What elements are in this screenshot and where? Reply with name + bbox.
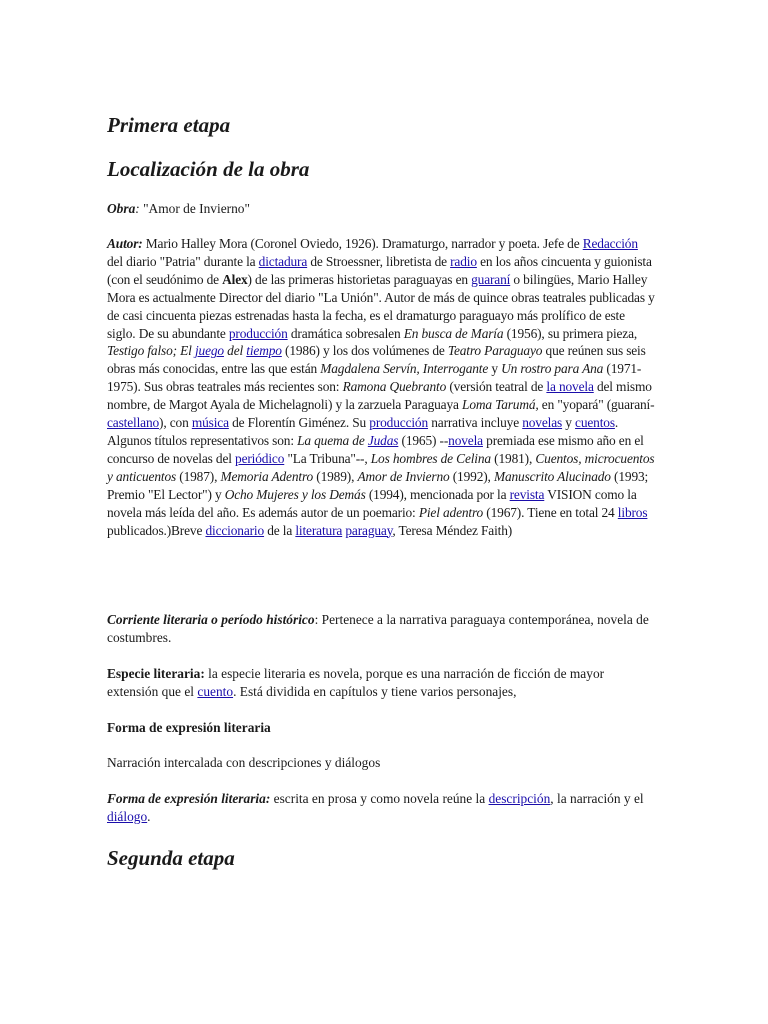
link-juego[interactable]: juego bbox=[194, 343, 224, 359]
link-libros[interactable]: libros bbox=[617, 504, 648, 520]
text: que reúnen sus seis obras más conocidas, entre las que están bbox=[107, 343, 646, 377]
corriente-paragraph bbox=[107, 611, 655, 647]
title-italic: Ramona Quebranto bbox=[342, 379, 447, 395]
heading-primera-etapa: Primera etapa bbox=[107, 113, 231, 137]
forma-heading bbox=[107, 719, 655, 737]
link-la-novela[interactable]: la novela bbox=[546, 379, 594, 395]
corriente-label: Corriente literaria o período histórico bbox=[107, 612, 315, 627]
text: : Pertenece a la narrativa paraguaya contemporánea, novela de costumbres. bbox=[107, 612, 649, 645]
text: (1981), bbox=[490, 450, 536, 466]
text: (versión teatral de bbox=[446, 379, 547, 395]
text: de Florentín Giménez. Su bbox=[228, 415, 370, 431]
title-italic: Un rostro para Ana bbox=[501, 361, 604, 377]
text: dramática sobresalen bbox=[287, 325, 404, 341]
text: (1967). Tiene en total 24 bbox=[483, 504, 618, 520]
link-literatura[interactable]: literatura bbox=[295, 522, 343, 538]
autor-paragraph bbox=[107, 235, 655, 539]
title-italic: Ocho Mujeres y los Demás bbox=[224, 486, 366, 502]
text: publicados.)Breve bbox=[107, 522, 206, 538]
text: Mario Halley Mora (Coronel Oviedo, 1926). Dramaturgo, narrador y poeta. Jefe de bbox=[142, 236, 583, 251]
text: o bilingües, Mario Halley Mora es actualmente Director del diario "La Unión". Autor de más de quince obras teatrales publicadas y de casi cincuenta piezas estrenadas hasta la fecha, es el dramaturgo paraguayo más prolífico de este siglo. De su abundante bbox=[107, 271, 655, 341]
text: del diario "Patria" durante la bbox=[107, 253, 259, 269]
text: en los años cincuenta y guionista (con el seudónimo de bbox=[107, 253, 652, 287]
title-italic: Memoria Adentro bbox=[220, 468, 314, 484]
text: (1986) y los dos volúmenes de bbox=[281, 343, 448, 359]
text: del mismo nombre, de Margot Ayala de Michelagnoli) y la zarzuela Paraguaya bbox=[107, 379, 652, 413]
obra-label: Obra bbox=[107, 201, 136, 216]
text: "La Tribuna"--, bbox=[284, 450, 371, 466]
text: , la narración y el bbox=[550, 791, 644, 806]
link-produccion[interactable]: producción bbox=[228, 325, 288, 341]
title-italic: Testigo falso; El bbox=[107, 343, 195, 359]
heading-segunda-etapa: Segunda etapa bbox=[107, 846, 235, 870]
obra-sep: : bbox=[135, 201, 144, 216]
link-periodico[interactable]: periódico bbox=[235, 450, 285, 466]
title-italic: Cuentos, microcuentos y anticuentos bbox=[107, 450, 655, 484]
text: de la bbox=[264, 522, 296, 538]
heading-localizacion: Localización de la obra bbox=[107, 157, 310, 181]
text: (1989), bbox=[313, 468, 358, 484]
text: . Algunos títulos representativos son: bbox=[107, 415, 619, 448]
text: , Teresa Méndez Faith) bbox=[392, 522, 513, 538]
text: (1956), su primera pieza, bbox=[503, 325, 638, 341]
text: ) de las primeras historietas paraguayas en bbox=[247, 271, 472, 287]
link-descripcion[interactable]: descripción bbox=[488, 791, 551, 806]
text: premiada ese mismo año en el concurso de novelas del bbox=[107, 432, 644, 466]
title-italic: del bbox=[223, 343, 247, 359]
link-novelas[interactable]: novelas bbox=[522, 415, 563, 431]
title-italic: En busca de María bbox=[403, 325, 504, 341]
text: (1994), mencionada por la bbox=[365, 486, 510, 502]
link-novela[interactable]: novela bbox=[448, 432, 483, 448]
text: (1965) -- bbox=[398, 432, 449, 448]
title-italic: Amor de Invierno bbox=[357, 468, 450, 484]
link-tiempo[interactable]: tiempo bbox=[246, 343, 282, 359]
text: la especie literaria es novela, porque es una narración de ficción de mayor extensión que el bbox=[107, 666, 605, 699]
obra-paragraph bbox=[107, 200, 655, 218]
text: ), con bbox=[159, 415, 192, 431]
link-redaccion[interactable]: Redacción bbox=[582, 236, 638, 251]
link-cuento[interactable]: cuento bbox=[197, 683, 234, 699]
title-italic: Manuscrito Alucinado bbox=[493, 468, 611, 484]
text: narrativa incluye bbox=[428, 415, 523, 431]
title-italic: Teatro Paraguayo bbox=[447, 343, 543, 359]
alex-text: Alex bbox=[222, 271, 248, 287]
text: VISION como la novela más leída del año. Es además autor de un poemario: bbox=[107, 486, 637, 520]
link-guarani[interactable]: guaraní bbox=[471, 271, 511, 287]
especie-paragraph bbox=[107, 665, 655, 701]
link-judas[interactable]: Judas bbox=[367, 432, 399, 448]
link-musica[interactable]: música bbox=[191, 415, 229, 431]
text: (1987), bbox=[176, 468, 221, 484]
narracion-paragraph: Narración intercalada con descripciones y diálogos bbox=[107, 755, 381, 770]
text: (1992), bbox=[449, 468, 494, 484]
text: escrita en prosa y como novela reúne la bbox=[270, 791, 489, 806]
title-italic: Loma Tarumá, bbox=[462, 397, 539, 413]
text: en "yopará" (guaraní- bbox=[538, 397, 655, 413]
forma-heading-text: Forma de expresión literaria bbox=[107, 720, 271, 735]
link-dialogo[interactable]: diálogo bbox=[107, 808, 148, 824]
text: y bbox=[562, 415, 576, 431]
obra-value: "Amor de Invierno" bbox=[143, 201, 250, 216]
text: . Está dividida en capítulos y tiene varios personajes, bbox=[233, 683, 517, 699]
text: de Stroessner, libretista de bbox=[307, 253, 451, 269]
link-revista[interactable]: revista bbox=[509, 486, 545, 502]
text: (1971-1975). Sus obras teatrales más recientes son: bbox=[107, 361, 642, 395]
forma-label: Forma de expresión literaria: bbox=[107, 791, 271, 806]
link-paraguay[interactable]: paraguay bbox=[345, 522, 393, 538]
text: y bbox=[488, 361, 502, 377]
title-italic: Piel adentro bbox=[418, 504, 484, 520]
especie-label: Especie literaria: bbox=[107, 666, 205, 681]
link-cuentos[interactable]: cuentos bbox=[575, 415, 615, 431]
text: (1993; Premio "El Lector") y bbox=[107, 468, 649, 502]
link-produccion-2[interactable]: producción bbox=[369, 415, 429, 431]
forma-paragraph bbox=[107, 790, 655, 826]
title-italic: Magdalena Servín, Interrogante bbox=[320, 361, 489, 377]
autor-label: Autor: bbox=[107, 236, 143, 251]
link-castellano[interactable]: castellano bbox=[107, 415, 160, 431]
link-dictadura[interactable]: dictadura bbox=[258, 253, 308, 269]
title-italic: Los hombres de Celina bbox=[370, 450, 491, 466]
text: . bbox=[147, 808, 151, 824]
link-radio[interactable]: radio bbox=[450, 253, 477, 269]
title-italic: La quema de bbox=[297, 432, 368, 448]
link-diccionario[interactable]: diccionario bbox=[205, 522, 265, 538]
